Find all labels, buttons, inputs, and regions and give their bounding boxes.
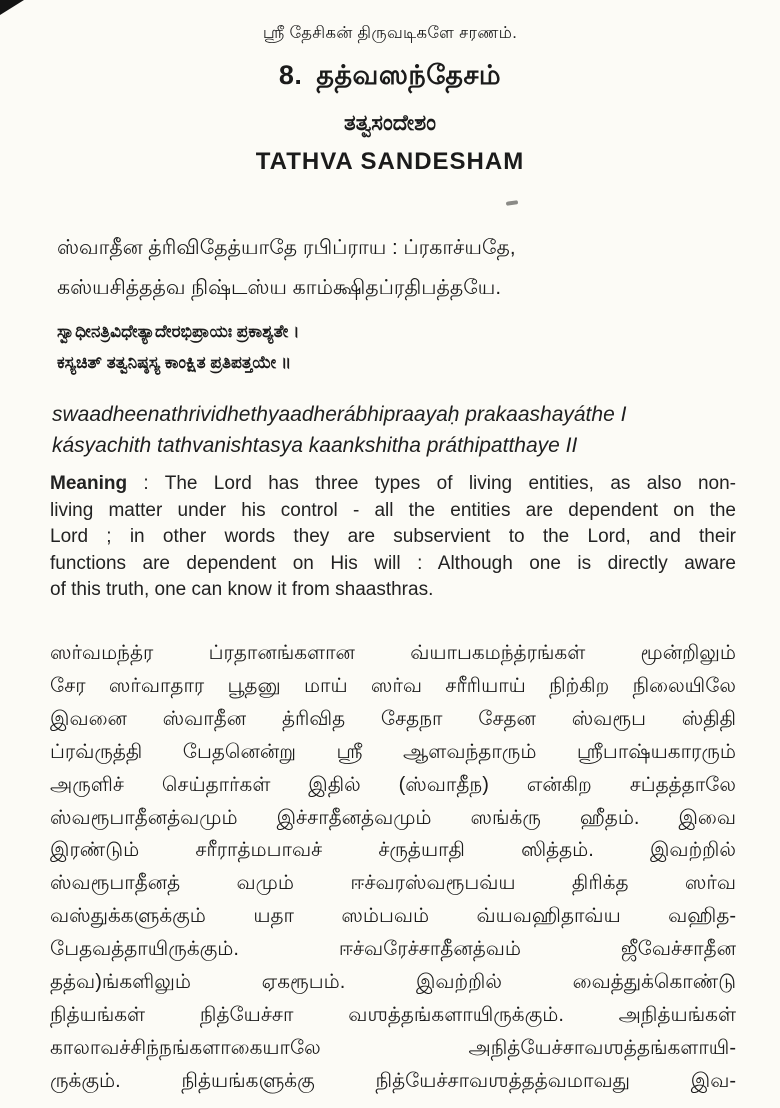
meaning-paragraph [50,471,736,604]
meaning-line: functions are dependent on His will : Although one is directly aware [50,552,736,574]
commentary-line: ஸர்வமந்த்ர ப்ரதானங்களான வ்யாபகமந்த்ரங்கள் மூன்றிலும் [50,642,736,664]
commentary-line: வஸ்துக்களுக்கும் யதா ஸம்பவம் வ்யவஹிதாவ்ய வஹித- [50,905,736,928]
verse-kannada-line-2: ಕಸ್ಯಚಿತ್ ತತ್ವನಿಷ್ಠಸ್ಯ ಕಾಂಕ್ಷಿತ ಪ್ರತಿಪತ್ತಯೇ ॥ [57,353,292,372]
meaning-line-text: : The Lord has three types of living entities, as also non- [127,473,736,494]
meaning-line [50,471,736,498]
commentary-line: ருக்கும். நித்யங்களுக்கு நித்யேச்சாவஶத்தத்வமாவது இவ- [50,1069,736,1092]
transliteration-line-1: swaadheenathrividhethyaadherábhipraayaḥ prakaashayáthe I [52,403,627,426]
invocation-line: ஸ்ரீ தேசிகன் திருவடிகளே சரணம். [262,24,518,42]
chapter-heading-tamil [0,60,780,95]
verse-tamil-line-1: ஸ்வாதீன த்ரிவிதேத்யாதே ரபிப்ராய : ப்ரகாச்யதே, [57,236,516,259]
transliteration-line-2: kásyachith tathvanishtasya kaankshitha práthipatthaye II [52,434,578,457]
chapter-title-tamil-text: தத்வஸந்தேசம் [316,60,502,90]
commentary-line: இவனை ஸ்வாதீன த்ரிவித சேதநா சேதன ஸ்வரூப ஸ்திதி [50,707,736,730]
meaning-line: of this truth, one can know it from shaasthras. [50,579,434,601]
verse-tamil [57,228,730,308]
scan-speck [506,200,518,206]
commentary-line: காலாவச்சிந்நங்களாகையாலே அநித்யேச்சாவஶத்தங்களாயி- [50,1036,736,1059]
verse-kannada-line-1: ಸ್ವಾಧೀನತ್ರಿವಿಧೇತ್ಯಾದೇರಭಿಪ್ರಾಯಃ ಪ್ರಕಾಶ್ಯತೇ । [57,322,300,341]
scan-blot-top-left [0,0,24,15]
commentary-paragraph [50,637,736,1098]
meaning-line: Lord ; in other words they are subservient to the Lord, and their [50,526,736,548]
commentary-line: சேர ஸர்வாதார பூதனு மாய் ஸர்வ சரீரியாய் நிற்கிற நிலையிலே [50,674,736,697]
commentary-line: நித்யங்கள் நித்யேச்சா வஶத்தங்களாயிருக்கும். அநித்யங்கள் [50,1003,736,1026]
chapter-heading-english: TATHVA SANDESHAM [255,148,525,175]
verse-transliteration [52,399,730,461]
commentary-line: பேதவத்தாயிருக்கும். ஈச்வரேச்சாதீனத்வம் ஜீவேச்சாதீன [50,938,736,961]
commentary-line: ஸ்வரூபாதீனத் வமும் ஈச்வரஸ்வரூபவ்ய திரிக்த ஸர்வ [50,872,736,895]
commentary-line: இரண்டும் சரீராத்மபாவச் ச்ருத்யாதி ஸித்தம். இவற்றில் [50,839,736,862]
chapter-number: 8. [278,60,303,90]
chapter-heading-kannada: ತತ್ವಸಂದೇಶಂ [344,110,436,135]
meaning-label: Meaning [50,473,128,494]
commentary-line: தத்வ)ங்களிலும் ஏகரூபம். இவற்றில் வைத்துக்கொண்டு [50,971,736,994]
commentary-line: ஸ்வரூபாதீனத்வமும் இச்சாதீனத்வமும் ஸங்க்ரு ஹீதம். இவை [50,806,736,829]
meaning-line: living matter under his control - all the entities are dependent on the [50,499,736,521]
verse-kannada [57,316,720,378]
commentary-line: அருளிச் செய்தார்கள் இதில் (ஸ்வாதீந) என்கிற சப்தத்தாலே [50,773,736,796]
commentary-line: ப்ரவ்ருத்தி பேதனென்று ஸ்ரீ ஆளவந்தாரும் ஸ்ரீபாஷ்யகாரரும் [50,740,736,763]
verse-tamil-line-2: கஸ்யசித்தத்வ நிஷ்டஸ்ய காம்க்ஷிதப்ரதிபத்தயே. [57,276,502,299]
